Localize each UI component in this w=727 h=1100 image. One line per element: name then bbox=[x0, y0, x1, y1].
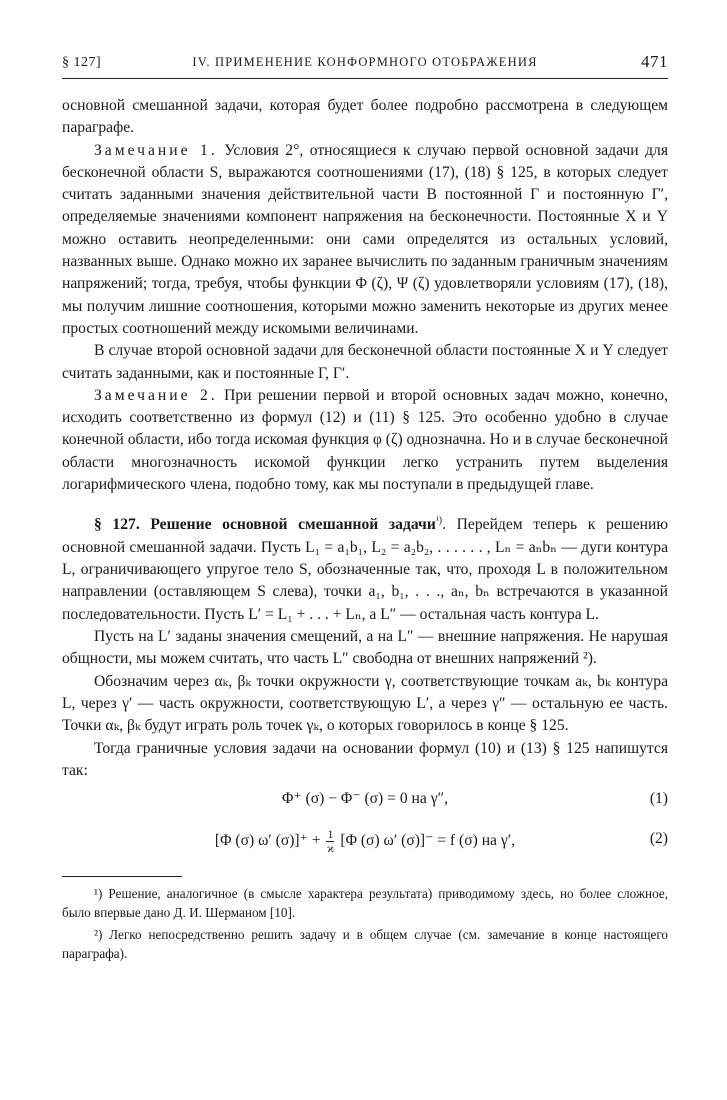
formula-number: (2) bbox=[649, 830, 668, 848]
formula-number: (1) bbox=[649, 790, 668, 808]
page-number: 471 bbox=[641, 52, 668, 71]
formula-left: [Φ (σ) ω′ (σ)]⁺ + bbox=[214, 832, 321, 850]
fraction-denominator: ϰ bbox=[327, 841, 334, 856]
header-chapter-title: IV. ПРИМЕНЕНИЕ КОНФОРМНОГО ОТОБРАЖЕНИЯ bbox=[192, 55, 538, 69]
main-text bbox=[62, 95, 668, 858]
paragraph: Пусть на L′ заданы значения смещений, а на L″ — внешние напряжения. Не нарушая общности, мы можем считать, что часть L″ свободна от внешних напряжений ²). bbox=[62, 628, 668, 668]
spacer bbox=[62, 496, 668, 510]
header-section: § 127] bbox=[62, 55, 102, 70]
footnote-1: ¹) Решение, аналогичное (в смысле характера результата) приводимому здесь, но более сложное, было впервые дано Д. И. Шерманом [10]. bbox=[62, 886, 668, 920]
formula-expression bbox=[62, 828, 668, 855]
formula-2 bbox=[62, 816, 668, 858]
formula-right: [Φ (σ) ω′ (σ)]⁻ = f (σ) на γ′, bbox=[340, 832, 516, 850]
paragraph: В случае второй основной задачи для бесконечной области постоянные X и Y следует считать заданными, как и постоянные Γ, Γ′. bbox=[62, 342, 668, 382]
remark-label: Замечание 1. bbox=[94, 141, 218, 159]
footnote-2: ²) Легко непосредственно решить задачу и в общем случае (см. замечание в конце настоящего параграфа). bbox=[62, 927, 668, 961]
paragraph: Тогда граничные условия задачи на основании формул (10) и (13) § 125 напишутся так: bbox=[62, 739, 668, 779]
remark-text: Условия 2°, относящиеся к случаю первой основной задачи для бесконечной области S, выражаются соотношениями (17), (18) § 125, в которых следует считать заданными значения действительной части B постоянной Γ и постоянную Γ′, определяемые значениями компонент напряжения на бесконечности. Постоянные X и Y можно оставить неопределенными: они сами определятся из остальных условий, названных выше. Однако можно их заранее вычислить по заданным граничным значениям напряжений; тогда, требуя, чтобы функции Φ (ζ), Ψ (ζ) удовлетворяли условиям (17), (18), мы получим лишние соотношения, которыми можно заменить некоторые из других менее простых соотношений между искомыми величинами. bbox=[62, 141, 668, 337]
footnote-ref[interactable]: ¹) bbox=[435, 515, 443, 527]
remark-1 bbox=[62, 140, 668, 341]
remark-2 bbox=[62, 385, 668, 496]
paragraph: основной смешанной задачи, которая будет более подробно рассмотрена в следующем параграфе. bbox=[62, 97, 668, 137]
footnotes bbox=[62, 885, 668, 963]
running-header bbox=[62, 52, 668, 79]
remark-text: При решении первой и второй основных задач можно, конечно, исходить соответственно из формул (12) и (11) § 125. Это особенно удобно в случае конечной области, ибо тогда искомая функция φ (ζ) однозначна. Но и в случае бесконечной области многозначность искомой функции легко устранить путем выделения логарифмического члена, подобно тому, как мы поступали в предыдущей главе. bbox=[62, 386, 668, 494]
fraction bbox=[326, 828, 334, 855]
fraction-numerator: 1 bbox=[327, 827, 334, 842]
remark-label: Замечание 2. bbox=[94, 386, 218, 404]
section-text: . Перейдем теперь к решению основной смешанной задачи. Пусть L₁ = a₁b₁, L₂ = a₂b₂, . . . . . . , Lₙ = aₙbₙ — дуги контура L, ограничивающего упругое тело S, обозначенные так, что, проходя L в положительном направлении (оставляющем S слева), точки a₁, b₁, . . ., aₙ, bₙ встречаются в указанной последовательности. Пусть L′ = L₁ + . . . + Lₙ, а L″ — остальная часть контура L. bbox=[62, 516, 668, 623]
book-page bbox=[62, 52, 668, 967]
formula-1 bbox=[62, 782, 668, 816]
paragraph: Обозначим через αₖ, βₖ точки окружности γ, соответствующие точкам aₖ, bₖ контура L, через γ′ — часть окружности, соответствующую L′, а через γ″ — остальную ее часть. Точки αₖ, βₖ будут играть роль точек γₖ, о которых говорилось в конце § 125. bbox=[62, 672, 668, 735]
formula-expression: Φ⁺ (σ) − Φ⁻ (σ) = 0 на γ″, bbox=[282, 790, 448, 808]
section-127 bbox=[62, 510, 668, 626]
section-heading: § 127. Решение основной смешанной задачи bbox=[94, 516, 436, 534]
footnote-divider bbox=[62, 876, 182, 877]
